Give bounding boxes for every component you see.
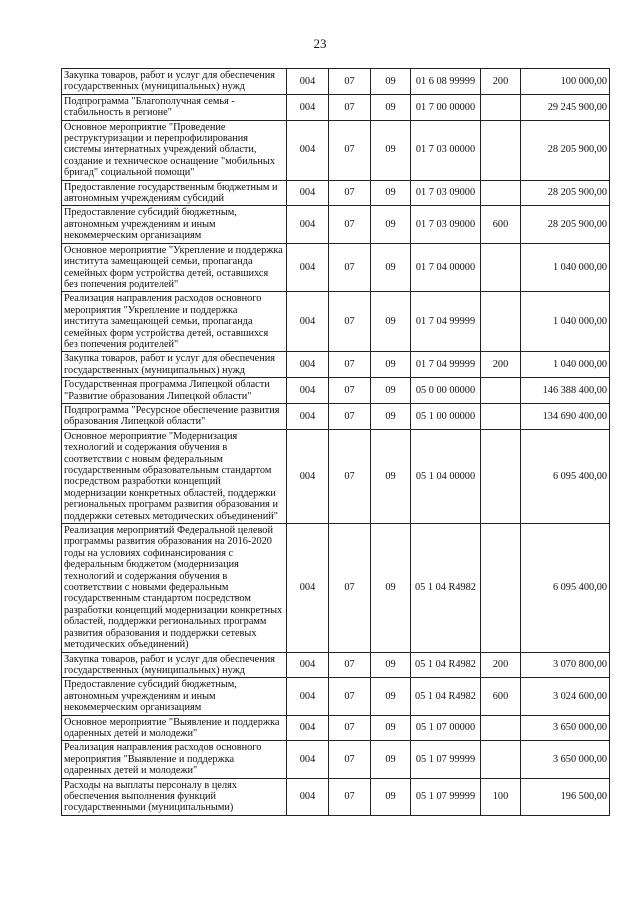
subsection-code: 09 — [371, 94, 411, 120]
amount: 6 095 400,00 — [521, 524, 610, 652]
subsection-code: 09 — [371, 741, 411, 778]
section-code: 07 — [329, 524, 371, 652]
amount: 6 095 400,00 — [521, 429, 610, 523]
section-code: 07 — [329, 429, 371, 523]
row-name: Государственная программа Липецкой области "Развитие образования Липецкой области" — [62, 378, 287, 404]
ministry-code: 004 — [287, 120, 329, 180]
subsection-code: 09 — [371, 429, 411, 523]
table-row — [62, 429, 610, 523]
ministry-code: 004 — [287, 378, 329, 404]
row-name: Предоставление субсидий бюджетным, автономным учреждениям и иным некоммерческим организациям — [62, 206, 287, 243]
row-name: Основное мероприятие "Укрепление и поддержка института замещающей семьи, пропаганда семейных форм устройства детей, оставшихся без попечения родителей" — [62, 243, 287, 292]
expense-type — [481, 741, 521, 778]
target-article: 05 1 07 99999 — [411, 741, 481, 778]
expense-type — [481, 429, 521, 523]
row-name: Закупка товаров, работ и услуг для обеспечения государственных (муниципальных) нужд — [62, 69, 287, 95]
ministry-code: 004 — [287, 352, 329, 378]
amount: 1 040 000,00 — [521, 243, 610, 292]
ministry-code: 004 — [287, 778, 329, 815]
expense-type — [481, 120, 521, 180]
section-code: 07 — [329, 352, 371, 378]
subsection-code: 09 — [371, 69, 411, 95]
target-article: 05 1 04 00000 — [411, 429, 481, 523]
table-row — [62, 352, 610, 378]
table-row — [62, 180, 610, 206]
row-name: Предоставление субсидий бюджетным, автономным учреждениям и иным некоммерческим организациям — [62, 678, 287, 715]
row-name: Предоставление государственным бюджетным и автономным учреждениям субсидий — [62, 180, 287, 206]
target-article: 05 1 00 00000 — [411, 403, 481, 429]
table-row — [62, 741, 610, 778]
budget-table — [61, 68, 610, 816]
expense-type — [481, 180, 521, 206]
section-code: 07 — [329, 403, 371, 429]
section-code: 07 — [329, 292, 371, 352]
amount: 3 650 000,00 — [521, 741, 610, 778]
ministry-code: 004 — [287, 715, 329, 741]
table-row — [62, 69, 610, 95]
ministry-code: 004 — [287, 403, 329, 429]
target-article: 01 7 04 99999 — [411, 352, 481, 378]
subsection-code: 09 — [371, 524, 411, 652]
target-article: 01 7 04 00000 — [411, 243, 481, 292]
expense-type: 100 — [481, 778, 521, 815]
section-code: 07 — [329, 378, 371, 404]
target-article: 01 6 08 99999 — [411, 69, 481, 95]
row-name: Подпрограмма "Благополучная семья - стабильность в регионе" — [62, 94, 287, 120]
expense-type — [481, 378, 521, 404]
ministry-code: 004 — [287, 69, 329, 95]
table-row — [62, 94, 610, 120]
expense-type — [481, 715, 521, 741]
ministry-code: 004 — [287, 243, 329, 292]
row-name: Закупка товаров, работ и услуг для обеспечения государственных (муниципальных) нужд — [62, 352, 287, 378]
row-name: Закупка товаров, работ и услуг для обеспечения государственных (муниципальных) нужд — [62, 652, 287, 678]
ministry-code: 004 — [287, 429, 329, 523]
table-row — [62, 678, 610, 715]
section-code: 07 — [329, 678, 371, 715]
ministry-code: 004 — [287, 524, 329, 652]
expense-type: 200 — [481, 69, 521, 95]
expense-type — [481, 292, 521, 352]
expense-type — [481, 403, 521, 429]
ministry-code: 004 — [287, 180, 329, 206]
section-code: 07 — [329, 741, 371, 778]
section-code: 07 — [329, 69, 371, 95]
table-row — [62, 652, 610, 678]
target-article: 01 7 00 00000 — [411, 94, 481, 120]
expense-type: 200 — [481, 352, 521, 378]
amount: 1 040 000,00 — [521, 352, 610, 378]
target-article: 05 0 00 00000 — [411, 378, 481, 404]
expense-type: 600 — [481, 678, 521, 715]
subsection-code: 09 — [371, 678, 411, 715]
amount: 3 070 800,00 — [521, 652, 610, 678]
amount: 29 245 900,00 — [521, 94, 610, 120]
ministry-code: 004 — [287, 292, 329, 352]
amount: 3 650 000,00 — [521, 715, 610, 741]
target-article: 05 1 04 R4982 — [411, 652, 481, 678]
subsection-code: 09 — [371, 378, 411, 404]
ministry-code: 004 — [287, 678, 329, 715]
table-row — [62, 524, 610, 652]
amount: 1 040 000,00 — [521, 292, 610, 352]
subsection-code: 09 — [371, 352, 411, 378]
amount: 3 024 600,00 — [521, 678, 610, 715]
section-code: 07 — [329, 778, 371, 815]
row-name: Основное мероприятие "Модернизация технологий и содержания обучения в соответствии с новым федеральным государственным образовательным стандартом посредством разработки концепций модернизации конкретных областей, поддержки региональных программ развития образования и поддержки сетевых методических объединений" — [62, 429, 287, 523]
table-row — [62, 778, 610, 815]
expense-type — [481, 243, 521, 292]
table-row — [62, 378, 610, 404]
section-code: 07 — [329, 180, 371, 206]
expense-type: 200 — [481, 652, 521, 678]
target-article: 01 7 03 09000 — [411, 206, 481, 243]
row-name: Реализация направления расходов основного мероприятия "Выявление и поддержка одаренных детей и молодежи" — [62, 741, 287, 778]
section-code: 07 — [329, 120, 371, 180]
amount: 196 500,00 — [521, 778, 610, 815]
amount: 146 388 400,00 — [521, 378, 610, 404]
subsection-code: 09 — [371, 206, 411, 243]
subsection-code: 09 — [371, 652, 411, 678]
row-name: Основное мероприятие "Проведение реструктуризации и перепрофилирования системы интернатных учреждений области, создание и техническое оснащение "мобильных бригад" социальной помощи" — [62, 120, 287, 180]
table-row — [62, 715, 610, 741]
table-row — [62, 243, 610, 292]
section-code: 07 — [329, 243, 371, 292]
section-code: 07 — [329, 652, 371, 678]
expense-type: 600 — [481, 206, 521, 243]
subsection-code: 09 — [371, 180, 411, 206]
ministry-code: 004 — [287, 206, 329, 243]
amount: 28 205 900,00 — [521, 120, 610, 180]
section-code: 07 — [329, 206, 371, 243]
page-number: 23 — [313, 36, 327, 51]
subsection-code: 09 — [371, 243, 411, 292]
subsection-code: 09 — [371, 403, 411, 429]
expense-type — [481, 524, 521, 652]
target-article: 01 7 04 99999 — [411, 292, 481, 352]
table-row — [62, 120, 610, 180]
subsection-code: 09 — [371, 120, 411, 180]
subsection-code: 09 — [371, 715, 411, 741]
row-name: Подпрограмма "Ресурсное обеспечение развития образования Липецкой области" — [62, 403, 287, 429]
target-article: 05 1 04 R4982 — [411, 678, 481, 715]
row-name: Основное мероприятие "Выявление и поддержка одаренных детей и молодежи" — [62, 715, 287, 741]
table-row — [62, 206, 610, 243]
target-article: 05 1 04 R4982 — [411, 524, 481, 652]
amount: 28 205 900,00 — [521, 180, 610, 206]
ministry-code: 004 — [287, 741, 329, 778]
subsection-code: 09 — [371, 292, 411, 352]
ministry-code: 004 — [287, 94, 329, 120]
target-article: 01 7 03 00000 — [411, 120, 481, 180]
target-article: 05 1 07 00000 — [411, 715, 481, 741]
target-article: 01 7 03 09000 — [411, 180, 481, 206]
table-row — [62, 292, 610, 352]
section-code: 07 — [329, 94, 371, 120]
table-row — [62, 403, 610, 429]
subsection-code: 09 — [371, 778, 411, 815]
amount: 28 205 900,00 — [521, 206, 610, 243]
target-article: 05 1 07 99999 — [411, 778, 481, 815]
section-code: 07 — [329, 715, 371, 741]
amount: 100 000,00 — [521, 69, 610, 95]
ministry-code: 004 — [287, 652, 329, 678]
amount: 134 690 400,00 — [521, 403, 610, 429]
row-name: Реализация направления расходов основного мероприятия "Укрепление и поддержка института замещающей семьи, пропаганда семейных форм устройства детей, оставшихся без попечения родителей" — [62, 292, 287, 352]
expense-type — [481, 94, 521, 120]
row-name: Расходы на выплаты персоналу в целях обеспечения выполнения функций государственными (муниципальными) — [62, 778, 287, 815]
row-name: Реализация мероприятий Федеральной целевой программы развития образования на 2016-2020 годы на условиях софинансирования с федеральным бюджетом (модернизация технологий и содержания обучения в соответствии с новыми федеральным государственным стандартом посредством разработки концепций модернизации конкретных областей, поддержки региональных программ развития образования и поддержки сетевых методических объединений) — [62, 524, 287, 652]
